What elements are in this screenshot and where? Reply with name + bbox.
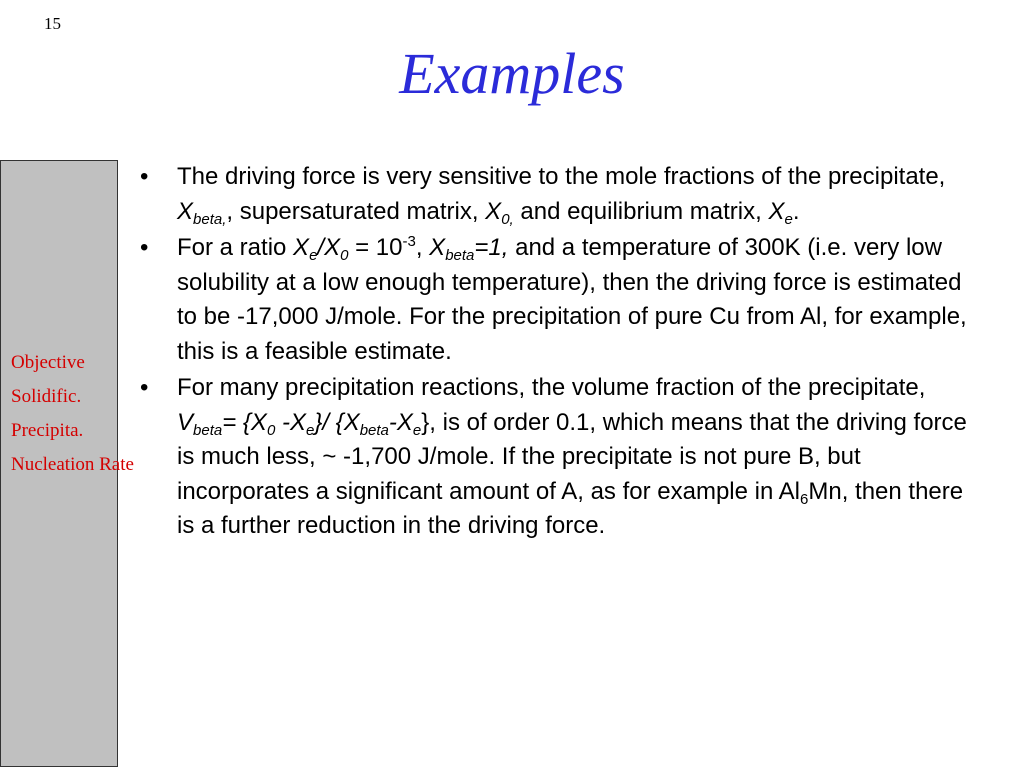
bullet-driving-force xyxy=(140,160,970,229)
sidebar-link-nucleation-rate[interactable]: Nucleation Rate xyxy=(11,454,134,475)
sidebar-link-precipitation[interactable]: Precipita. xyxy=(11,420,84,441)
text: , supersaturated matrix, xyxy=(226,197,486,225)
var: X xyxy=(250,408,267,436)
slide-number: 15 xyxy=(44,14,61,33)
var: X xyxy=(324,234,341,261)
bullet-dot: • xyxy=(140,234,149,261)
subscript: 0, xyxy=(501,210,514,228)
text: , xyxy=(415,234,430,261)
subscript: beta xyxy=(193,421,223,439)
bullet-volume-fraction xyxy=(140,371,970,544)
text: For a ratio xyxy=(177,234,294,261)
var: X xyxy=(396,408,413,436)
bullet-dot: • xyxy=(140,374,149,401)
text: / xyxy=(317,234,325,261)
sidebar-link-objective[interactable]: Objective xyxy=(11,352,85,373)
sidebar-link-solidification[interactable]: Solidific. xyxy=(11,386,82,407)
text: - xyxy=(275,408,290,436)
text: and equilibrium matrix, xyxy=(513,197,769,225)
subscript: e xyxy=(784,210,793,228)
var: X xyxy=(485,197,502,225)
text: . xyxy=(792,197,800,225)
subscript: 0 xyxy=(340,247,349,264)
var: X xyxy=(343,408,360,436)
text: Mn, then there is a further reduction in the driving force. xyxy=(177,477,964,539)
text: =1, xyxy=(474,234,509,261)
var: V xyxy=(177,408,194,436)
var: X xyxy=(429,234,446,261)
text: - xyxy=(388,408,397,436)
subscript: e xyxy=(309,247,318,264)
subscript: 0 xyxy=(266,421,276,439)
bullet-dot: • xyxy=(140,163,149,190)
subscript: e xyxy=(412,421,422,439)
subscript: e xyxy=(305,421,315,439)
slide-content xyxy=(140,160,970,546)
text: }/ { xyxy=(314,408,344,436)
text: }, is of order 0.1, which means that the driving force is much less, ~ -1,700 J/mole. If the precipitate is not pure B, but incorporates a significant amount of A, as for example in Al xyxy=(177,408,967,505)
var: X xyxy=(293,234,310,261)
text: and a temperature of 300K (i.e. very low solubility at a low enough temperature), then the driving force is estimated to be -17,000 J/mole. For the precipitation of pure Cu from Al, for example, this is a feasible estimate. xyxy=(177,234,967,365)
var: X xyxy=(177,197,194,225)
text: For many precipitation reactions, the volume fraction of the precipitate, xyxy=(177,374,926,401)
bullet-ratio-example xyxy=(140,231,970,369)
subscript: beta, xyxy=(193,210,227,228)
var: X xyxy=(768,197,785,225)
page-title: Examples xyxy=(399,41,625,106)
subscript: beta xyxy=(445,247,475,264)
var: X xyxy=(289,408,306,436)
text: = 10 xyxy=(348,234,403,261)
text: = { xyxy=(222,408,251,436)
sidebar-nav xyxy=(11,351,134,487)
superscript: -3 xyxy=(402,233,416,250)
subscript: 6 xyxy=(800,490,809,508)
subscript: beta xyxy=(359,421,389,439)
text: The driving force is very sensitive to the mole fractions of the precipitate, xyxy=(177,163,946,190)
